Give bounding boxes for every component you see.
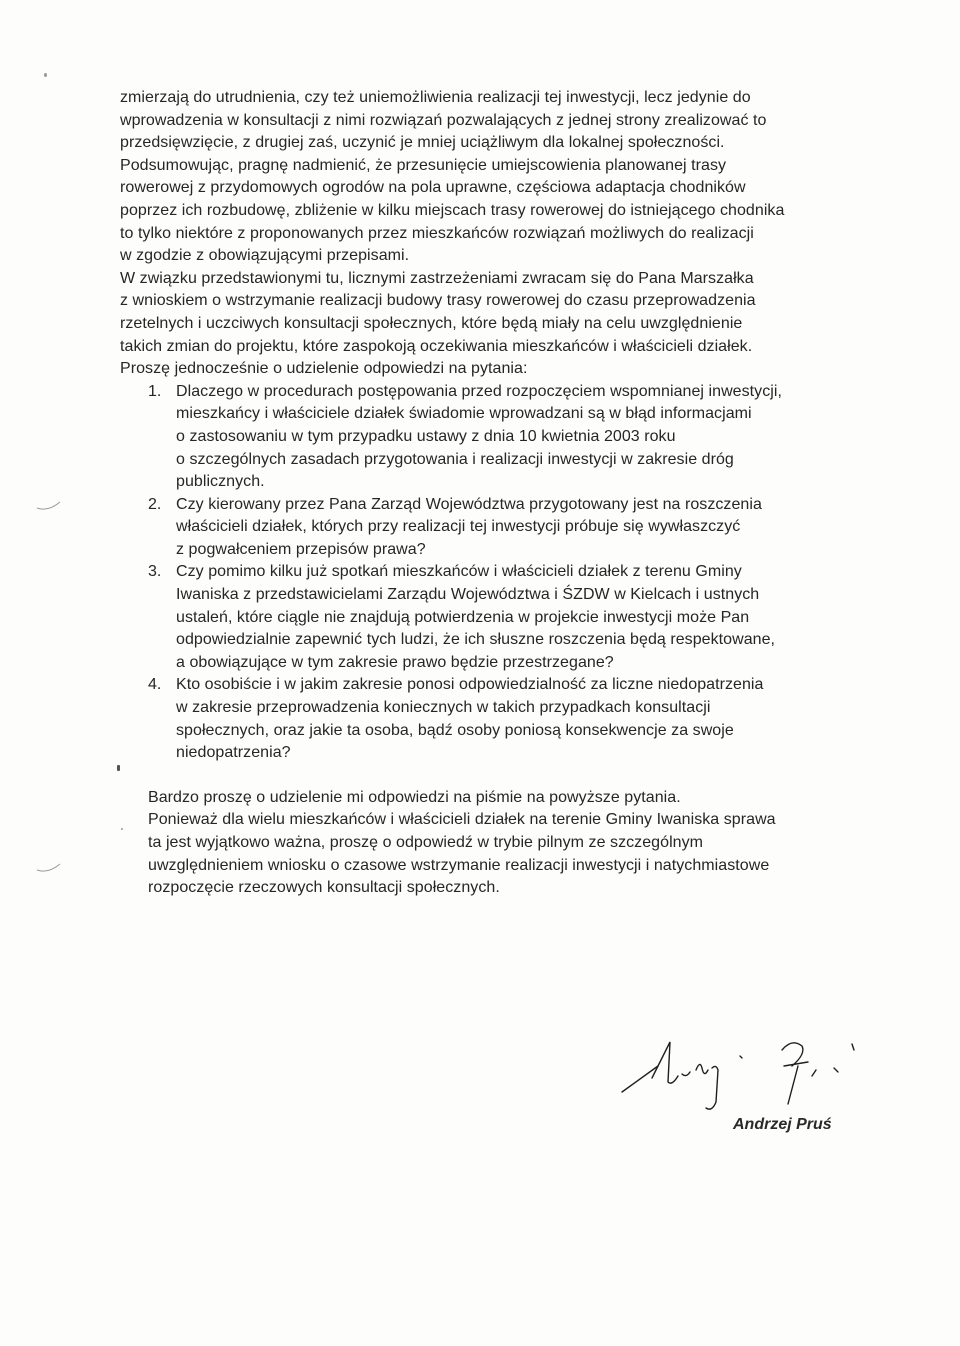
text-line: Kto osobiście i w jakim zakresie ponosi odpowiedzialność za liczne niedopatrzenia (176, 676, 764, 694)
text-line: Czy pomimo kilku już spotkań mieszkańców i właścicieli działek z terenu Gminy (176, 563, 742, 581)
questions-list (120, 381, 850, 765)
letter-body (120, 87, 850, 900)
text-line: z pogwałceniem przepisów prawa? (176, 540, 426, 558)
text-line: poprzez ich rozbudowę, zbliżenie w kilku miejscach trasy rowerowej do istniejącego chodnika (120, 201, 785, 219)
text-line: Bardzo proszę o udzielenie mi odpowiedzi na piśmie na powyższe pytania. (148, 788, 681, 806)
question-number: 4. (148, 676, 162, 694)
question-item (120, 381, 850, 494)
margin-mark (36, 862, 62, 874)
text-line: rowerowej z przydomowych ogrodów na pola uprawne, częściowa adaptacja chodników (120, 179, 746, 197)
handwritten-signature (612, 1020, 862, 1115)
text-line: w zakresie przeprowadzenia koniecznych w takich przypadkach konsultacji (176, 699, 711, 717)
question-number: 1. (148, 382, 162, 400)
signatory-name: Andrzej Pruś (733, 1116, 832, 1133)
text-line: rozpoczęcie rzeczowych konsultacji społecznych. (148, 879, 500, 897)
paragraph-gap (120, 765, 850, 787)
question-number: 3. (148, 563, 162, 581)
text-line: z wnioskiem o wstrzymanie realizacji budowy trasy rowerowej do czasu przeprowadzenia (120, 292, 756, 310)
text-line: to tylko niektóre z proponowanych przez mieszkańców rozwiązań możliwych do realizacji (120, 224, 754, 242)
text-line: uwzględnieniem wniosku o czasowe wstrzymanie realizacji inwestycji i natychmiastowe (148, 856, 770, 874)
text-line: ustaleń, które ciągle nie znajdują potwierdzenia w projekcie inwestycji może Pan (176, 608, 750, 626)
text-line: mieszkańcy i właściciele działek świadomie wprowadzani są w błąd informacjami (176, 405, 752, 423)
text-line: rzetelnych i uczciwych konsultacji społecznych, które będą miały na celu uwzględnienie (120, 314, 743, 332)
text-line: ta jest wyjątkowo ważna, proszę o odpowiedź w trybie pilnym ze szczególnym (148, 834, 704, 851)
text-line: w zgodzie z obowiązującymi przepisami. (120, 247, 410, 265)
text-line: przedsięwzięcie, z drugiej zaś, uczynić je mniej uciążliwym dla lokalnej społeczności. (120, 134, 725, 152)
text-line: wprowadzenia w konsultacji z nimi rozwiązań pozwalających z jednej strony zrealizować to (120, 111, 767, 129)
text-line: Proszę jednocześnie o udzielenie odpowiedzi na pytania: (120, 360, 528, 378)
paragraph-block (120, 87, 850, 381)
text-line: Ponieważ dla wielu mieszkańców i właścicieli działek na terenie Gminy Iwaniska sprawa (148, 811, 776, 829)
text-line: społecznych, oraz jakie ta osoba, bądź osoby poniosą konsekwencje za swoje (176, 721, 734, 739)
text-line: o zastosowaniu w tym przypadku ustawy z dnia 10 kwietnia 2003 roku (176, 427, 676, 445)
text-line: niedopatrzenia? (176, 744, 291, 762)
question-item (120, 561, 850, 674)
text-line: W związku przedstawionymi tu, licznymi zastrzeżeniami zwracam się do Pana Marszałka (120, 269, 754, 287)
text-line: o szczególnych zasadach przygotowania i realizacji inwestycji w zakresie dróg (176, 450, 734, 468)
text-line: Iwaniska z przedstawicielami Zarządu Województwa i ŚZDW w Kielcach i ustnych (176, 586, 760, 604)
text-line: Podsumowując, pragnę nadmienić, że przesunięcie umiejscowienia planowanej trasy (120, 156, 727, 174)
text-line: odpowiedzialnie zapewnić tych ludzi, że ich słuszne roszczenia będą respektowane, (176, 631, 776, 649)
question-item (120, 494, 850, 562)
text-line: publicznych. (176, 473, 265, 491)
text-line: Czy kierowany przez Pana Zarząd Województwa przygotowany jest na roszczenia (176, 495, 762, 513)
question-item (120, 674, 850, 764)
text-line: takich zmian do projektu, które zaspokoją oczekiwania mieszkańców i właścicieli działek. (120, 337, 753, 355)
scan-speck (44, 73, 47, 77)
closing-paragraph (120, 787, 850, 900)
question-number: 2. (148, 495, 162, 513)
text-line: właścicieli działek, których przy realizacji tej inwestycji próbuje się wywłaszczyć (176, 518, 741, 536)
text-line: Dlaczego w procedurach postępowania przed rozpoczęciem wspomnianej inwestycji, (176, 382, 782, 400)
text-line: zmierzają do utrudnienia, czy też uniemożliwienia realizacji tej inwestycji, lecz jedynie do (120, 89, 751, 106)
text-line: a obowiązujące w tym zakresie prawo będzie przestrzegane? (176, 653, 614, 671)
margin-mark (36, 500, 62, 512)
